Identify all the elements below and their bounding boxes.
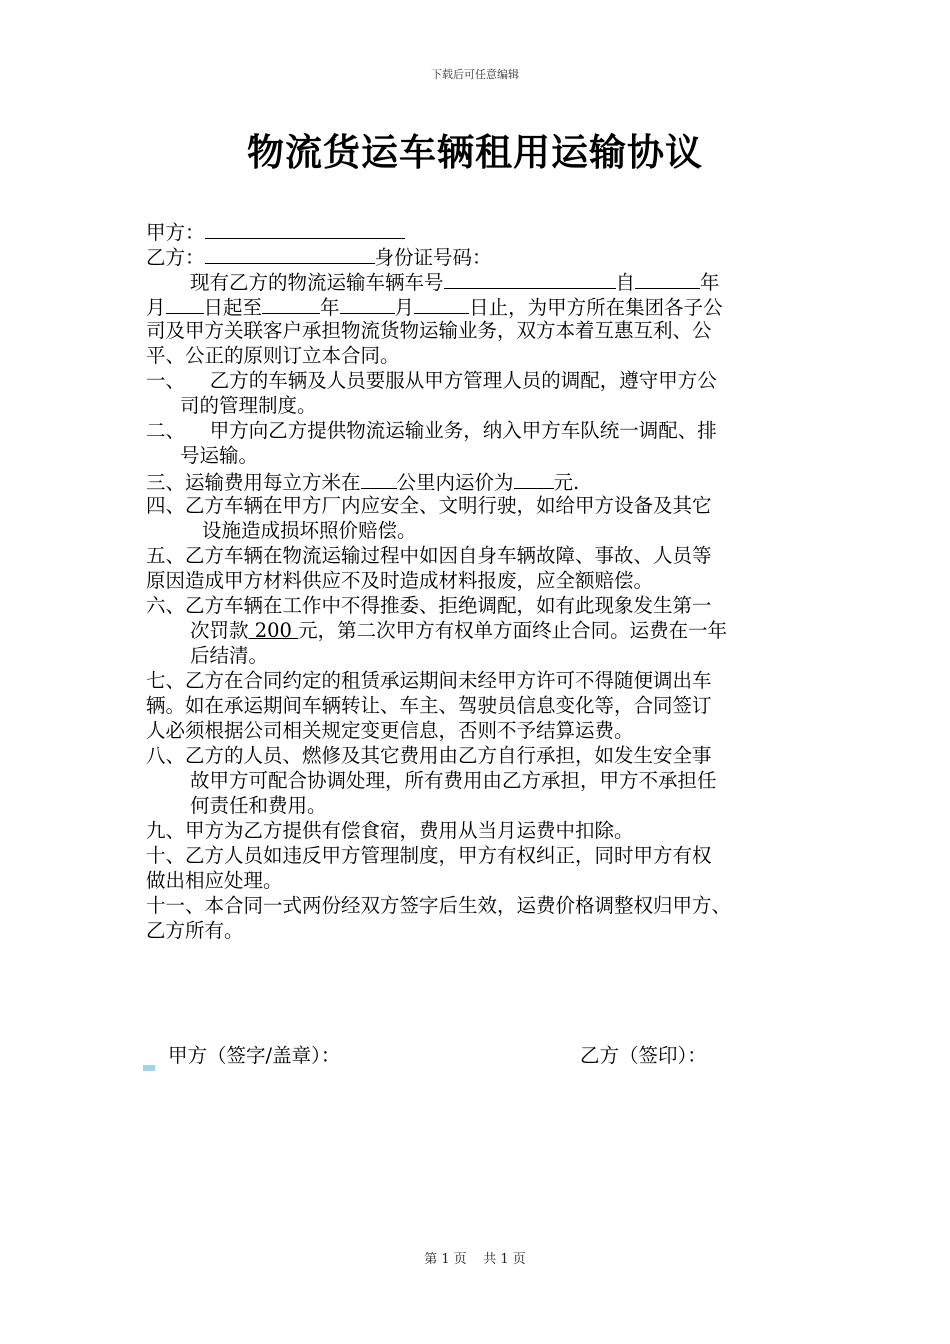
intro-text: 自 [615,271,636,294]
fine-amount: 200 [248,619,299,642]
cursor-mark [143,1065,155,1071]
intro-line-3: 司及甲方关联客户承担物流货物运输业务，双方本着互惠互利、公 [146,319,712,342]
start-year-blank[interactable] [635,268,700,289]
party-b-label: 乙方： [146,246,205,269]
clause-2-cont: 号运输。 [180,444,259,467]
clause-6-cont-2: 后结清。 [190,644,269,667]
clause-10: 十、乙方人员如违反甲方管理制度，甲方有权纠正，同时甲方有权 [146,844,712,867]
party-a-line [146,218,826,243]
party-b-signature-label: 乙方（签印）： [580,1044,707,1067]
clause-text: 公里内运价为 [396,471,514,494]
clause-8: 八、乙方的人员、燃修及其它费用由乙方自行承担，如发生安全事 [146,744,712,767]
clause-text: 三、运输费用每立方米在 [146,471,361,494]
party-a-blank[interactable] [205,218,405,239]
clause-7-cont-2: 人必须根据公司相关规定变更信息，否则不予结算运费。 [146,719,634,742]
clause-4: 四、乙方车辆在甲方厂内应安全、文明行驶，如给甲方设备及其它 [146,494,712,517]
start-day-blank[interactable] [166,293,204,314]
id-label: 身份证号码： [374,246,492,269]
clause-7: 七、乙方在合同约定的租赁承运期间未经甲方许可不得随便调出车 [146,669,712,692]
party-b-blank[interactable] [205,243,375,264]
end-year-blank[interactable] [262,293,320,314]
clause-1: 一、 乙方的车辆及人员要服从甲方管理人员的调配，遵守甲方公 [146,369,717,392]
clause-text: 次罚款 [190,619,249,642]
intro-text: 年 [700,271,720,294]
header-note: 下载后可任意编辑 [431,68,519,81]
intro-line-1 [146,268,826,293]
intro-line-2 [146,293,826,318]
clause-6: 六、乙方车辆在工作中不得推委、拒绝调配，如有此现象发生第一 [146,594,712,617]
clause-3 [146,468,826,493]
clause-4-cont: 设施造成损坏照价赔偿。 [202,519,417,542]
clause-9: 九、甲方为乙方提供有偿食宿，费用从当月运费中扣除。 [146,819,634,842]
clause-11: 十一、本合同一式两份经双方签字后生效，运费价格调整权归甲方、 [146,894,732,917]
price-blank[interactable] [514,468,554,489]
clause-11-cont: 乙方所有。 [146,919,244,942]
distance-blank[interactable] [361,468,397,489]
intro-line-4: 平、公正的原则订立本合同。 [146,344,400,367]
clause-7-cont: 辆。如在承运期间车辆转让、车主、驾驶员信息变化等，合同签订 [146,694,712,717]
end-day-blank[interactable] [414,293,469,314]
clause-text: 元. [553,471,580,494]
intro-text: 年 [320,296,340,319]
clause-8-cont: 故甲方可配合协调处理，所有费用由乙方承担，甲方不承担任 [190,769,717,792]
clause-6-cont [146,618,826,643]
intro-text: 月 [146,296,166,319]
clause-8-cont-2: 何责任和费用。 [190,794,327,817]
plate-number-blank[interactable] [444,268,616,289]
intro-text: 现有乙方的物流运输车辆车号 [190,271,444,294]
party-a-signature-label: 甲方（签字/盖章）： [168,1044,341,1067]
intro-text: 月 [394,296,415,319]
page-footer: 第 1 页 共 1 页 [424,1252,526,1267]
intro-text: 日起至 [203,296,263,319]
clause-5-cont: 原因造成甲方材料供应不及时造成材料报废，应全额赔偿。 [146,569,654,592]
contract-body [146,218,826,943]
clause-5: 五、乙方车辆在物流运输过程中如因自身车辆故障、事故、人员等 [146,544,712,567]
end-month-blank[interactable] [340,293,395,314]
clause-1-cont: 司的管理制度。 [180,394,317,417]
party-a-label: 甲方： [146,221,205,244]
clause-10-cont: 做出相应处理。 [146,869,283,892]
clause-2: 二、 甲方向乙方提供物流运输业务，纳入甲方车队统一调配、排 [146,419,717,442]
document-title: 物流货运车辆租用运输协议 [247,131,703,174]
intro-text: 日止，为甲方所在集团各子公 [469,296,723,319]
party-b-line [146,243,826,268]
clause-text: 元，第二次甲方有权单方面终止合同。运费在一年 [298,619,728,642]
